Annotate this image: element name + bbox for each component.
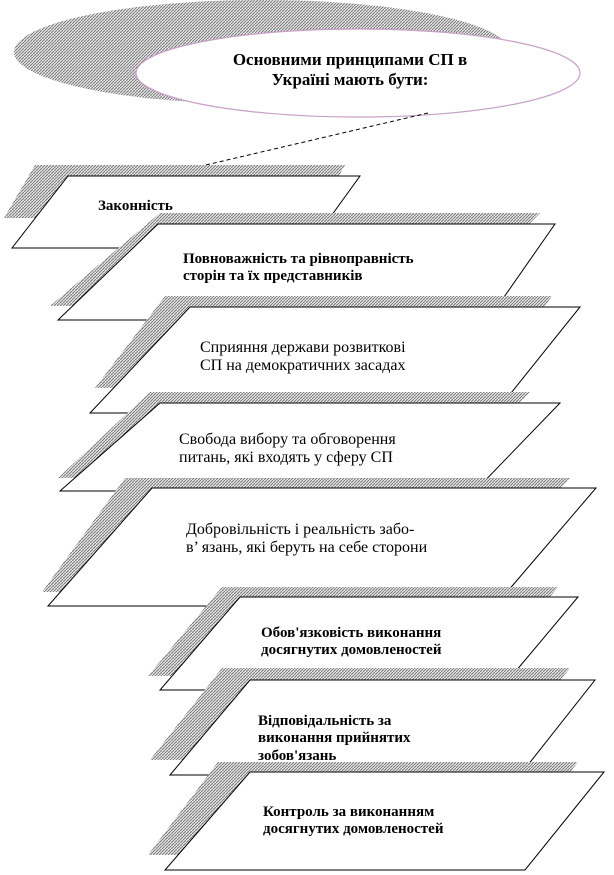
- principle-4-label: Свобода вибору та обговорення питань, які входять у сферу СП: [179, 431, 396, 467]
- principle-1-label: Законність: [98, 198, 173, 214]
- principle-3-label: Сприяння держави розвиткові СП на демократичних засадах: [200, 339, 406, 375]
- principle-7-label: Відповідальність за виконання прийнятих зобов'язань: [258, 713, 411, 764]
- principle-6-label: Обов'язковість виконання досягнутих домовленостей: [261, 625, 442, 659]
- principle-2-label: Повноважність та рівноправність сторін та їх представників: [183, 251, 414, 285]
- diagram-title: Основними принципами СП в Україні мають бути:: [232, 50, 468, 89]
- principle-8-label: Контроль за виконанням досягнутих домовленостей: [263, 804, 444, 838]
- principle-5-label: Добровільність і реальність забо- в’ язань, які беруть на себе сторони: [186, 521, 428, 557]
